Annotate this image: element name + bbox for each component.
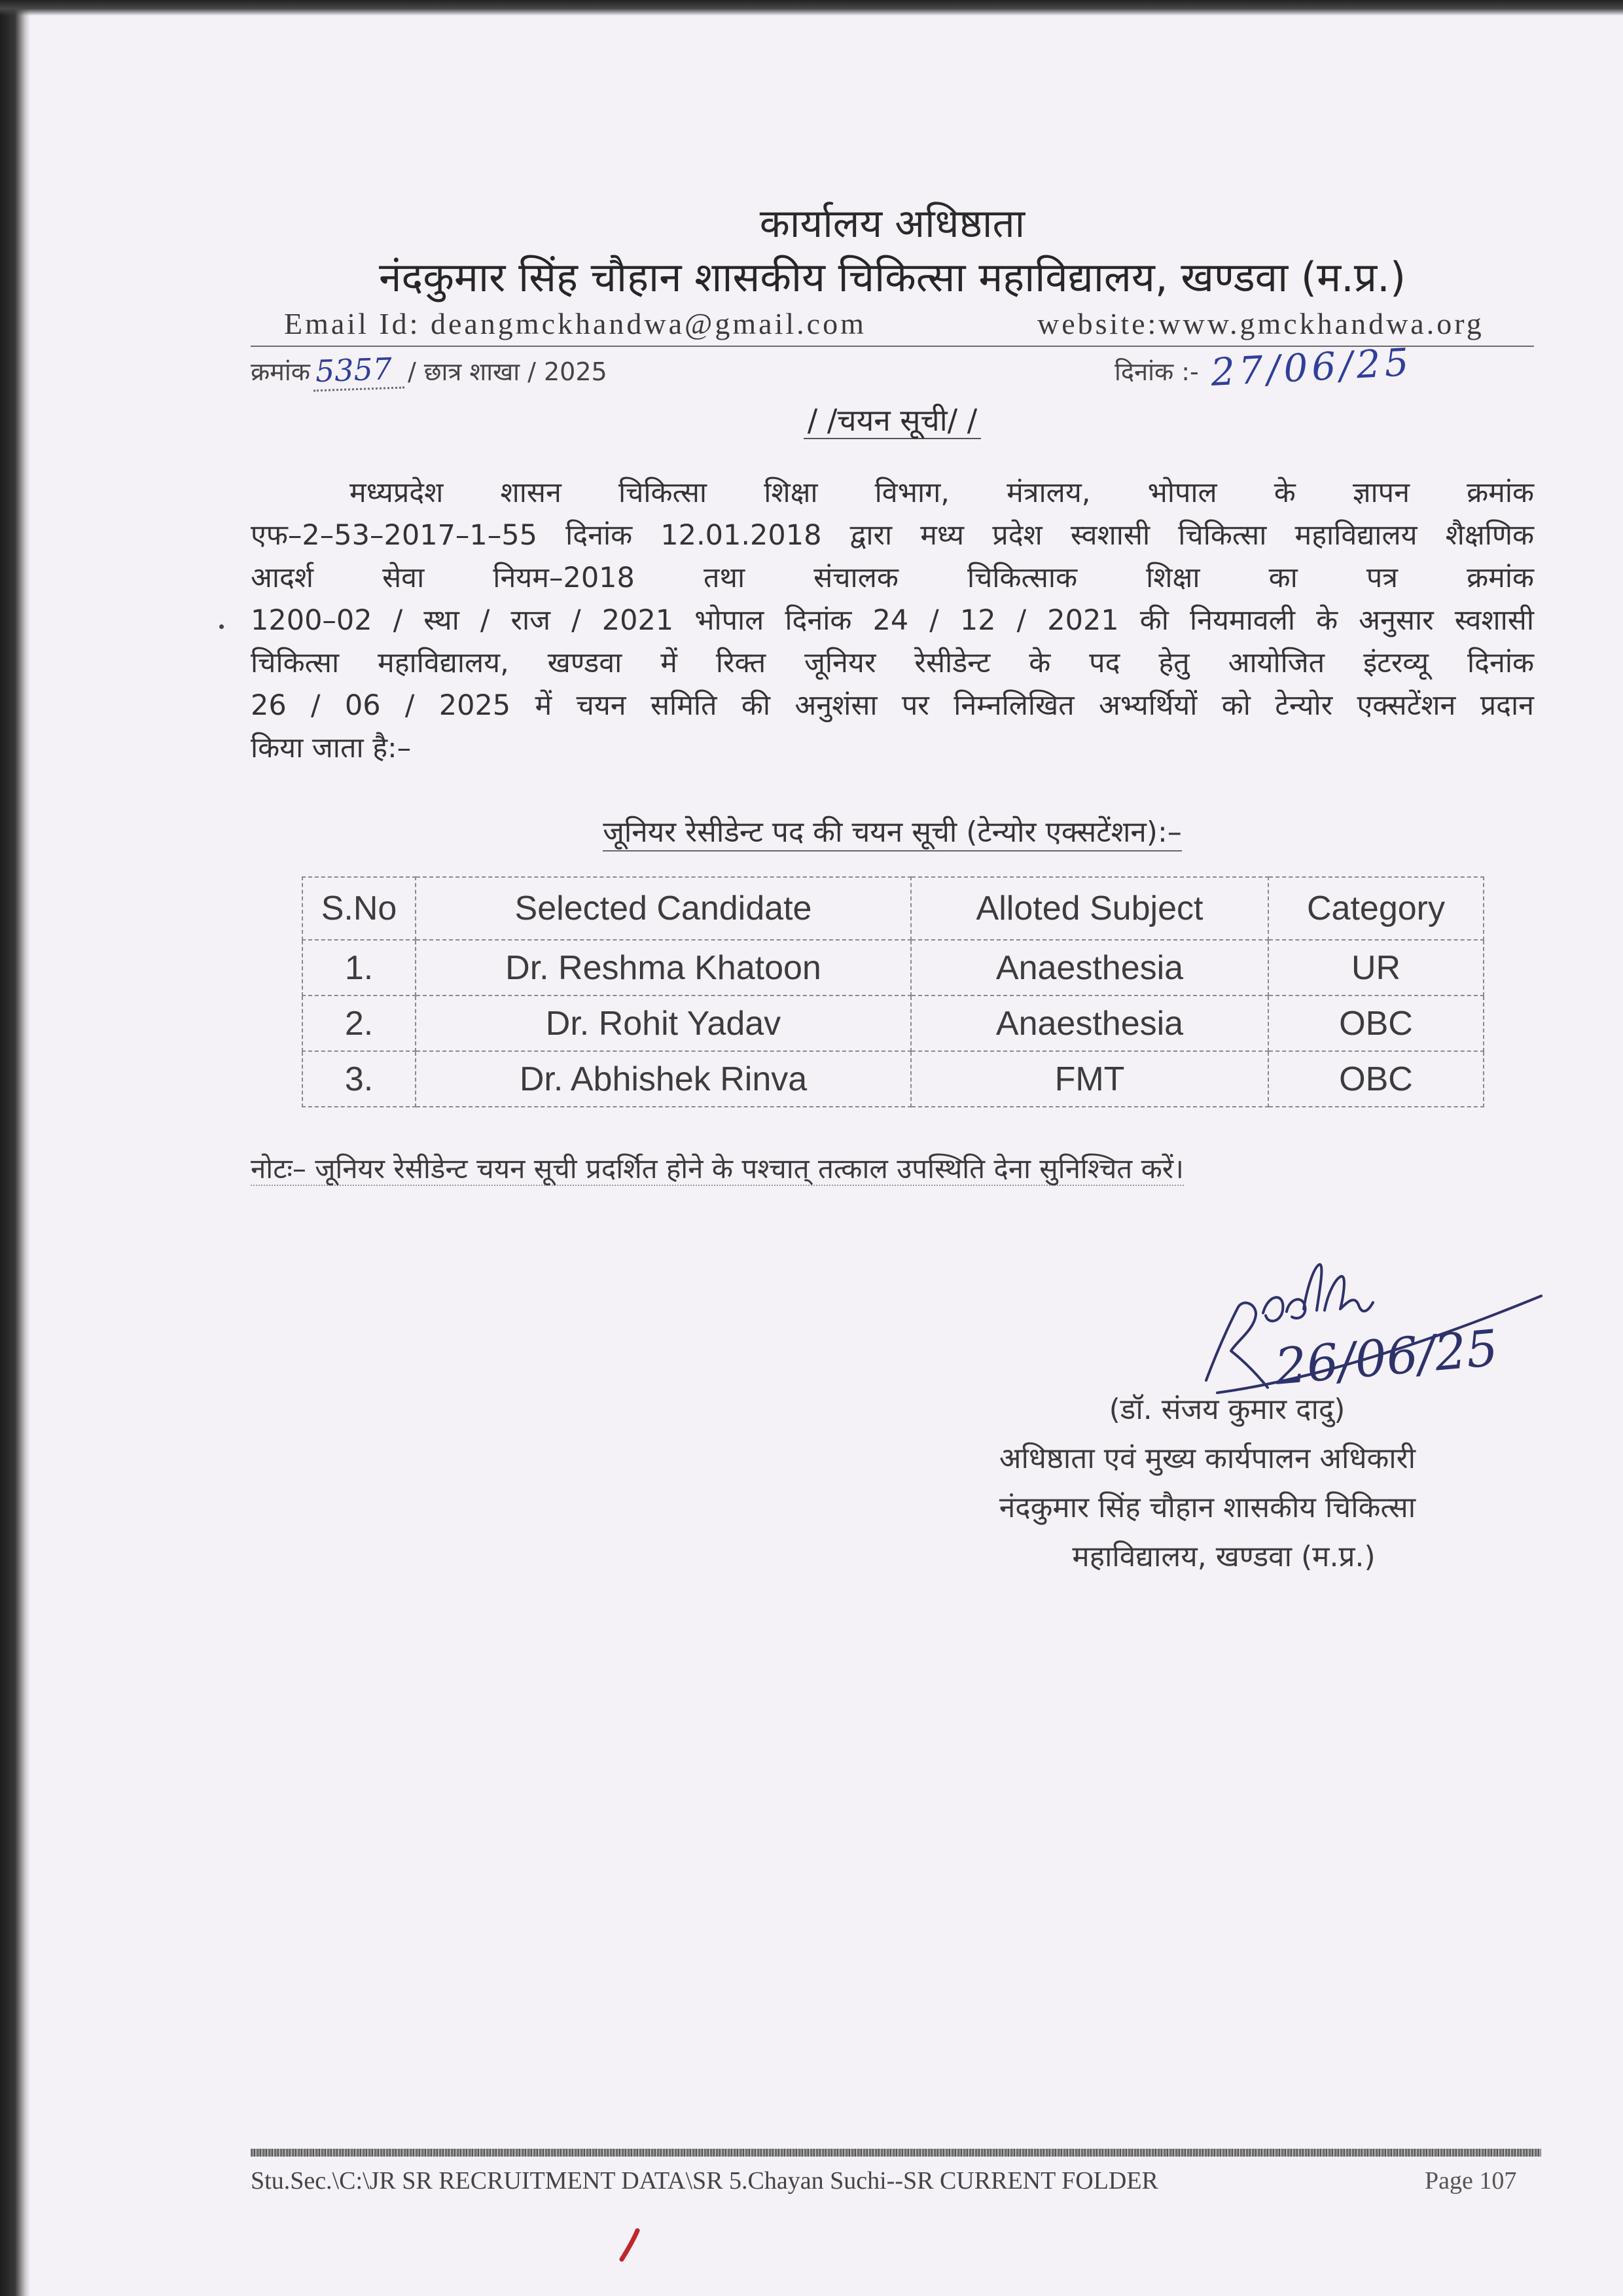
column-header-sno: S.No bbox=[302, 877, 416, 940]
paragraph-line: मध्यप्रदेश शासन चिकित्सा शिक्षा विभाग, मंत्रालय, भोपाल के ज्ञापन क्रमांक bbox=[349, 476, 1534, 509]
cell-candidate: Dr. Abhishek Rinva bbox=[416, 1051, 911, 1107]
body-paragraph bbox=[251, 472, 1534, 770]
cell-sno: 3. bbox=[302, 1051, 416, 1107]
reference-number-suffix: / छात्र शाखा / 2025 bbox=[408, 357, 607, 386]
note-text: नोटः– जूनियर रेसीडेन्ट चयन सूची प्रदर्शित होने के पश्चात् तत्काल उपस्थिति देना सुनिश्चित करें। bbox=[251, 1153, 1184, 1185]
cell-subject: FMT bbox=[911, 1051, 1268, 1107]
letter-body bbox=[251, 196, 1534, 1581]
cell-sno: 1. bbox=[302, 940, 416, 996]
column-header-subject: Alloted Subject bbox=[911, 877, 1268, 940]
cell-category: OBC bbox=[1268, 996, 1484, 1051]
cell-category: UR bbox=[1268, 940, 1484, 996]
selection-list-title-text: जूनियर रेसीडेन्ट पद की चयन सूची (टेन्योर एक्सटेंशन):– bbox=[603, 816, 1182, 852]
red-ink-mark bbox=[615, 2227, 644, 2263]
paragraph-line: एफ–2–53–2017–1–55 दिनांक 12.01.2018 द्वारा मध्य प्रदेश स्वशासी चिकित्सा महाविद्यालय शैक्षणिक bbox=[251, 519, 1534, 552]
footer-page-number: Page 107 bbox=[1425, 2167, 1517, 2195]
paragraph-line: 1200–02 / स्था / राज / 2021 भोपाल दिनांक 24 / 12 / 2021 की नियमावली के अनुसार स्वशासी bbox=[251, 604, 1534, 637]
paragraph-line: किया जाता है:– bbox=[251, 732, 412, 764]
cell-candidate: Dr. Reshma Khatoon bbox=[416, 940, 911, 996]
reference-number bbox=[251, 347, 607, 397]
cell-subject: Anaesthesia bbox=[911, 996, 1268, 1051]
reference-row bbox=[251, 339, 1534, 397]
signatory-block bbox=[939, 1259, 1501, 1581]
scanner-shadow-top bbox=[0, 0, 1623, 16]
column-header-category: Category bbox=[1268, 877, 1484, 940]
signature-date: 26/06/25 bbox=[1272, 1318, 1501, 1396]
selection-table bbox=[302, 876, 1484, 1107]
paragraph-line: आदर्श सेवा नियम–2018 तथा संचालक चिकित्साक शिक्षा का पत्र क्रमांक bbox=[251, 562, 1534, 594]
reference-date-label: दिनांक :- bbox=[1115, 357, 1199, 386]
signatory-designation: अधिष्ठाता एवं मुख्य कार्यपालन अधिकारी bbox=[999, 1442, 1416, 1475]
table-row bbox=[302, 940, 1484, 996]
table-row bbox=[302, 1051, 1484, 1107]
note bbox=[251, 1146, 1534, 1192]
reference-number-label: क्रमांक bbox=[251, 357, 310, 386]
cell-category: OBC bbox=[1268, 1051, 1484, 1107]
office-title: कार्यालय अधिष्ठाता bbox=[759, 201, 1026, 247]
paragraph-line: चिकित्सा महाविद्यालय, खण्डवा में रिक्त जूनियर रेसीडेन्ट के पद हेतु आयोजित इंटरव्यू दिनांक bbox=[251, 647, 1534, 679]
cell-candidate: Dr. Rohit Yadav bbox=[416, 996, 911, 1051]
footer-file-path: Stu.Sec.\C:\JR SR RECRUITMENT DATA\SR 5.Chayan Suchi--SR CURRENT FOLDER bbox=[251, 2167, 1158, 2195]
footer-rule bbox=[251, 2149, 1541, 2157]
handwritten-signature bbox=[1191, 1253, 1544, 1403]
document-title-text: / /चयन सूची/ / bbox=[804, 403, 982, 439]
table-header-row bbox=[302, 877, 1484, 940]
website-text: website:www.gmckhandwa.org bbox=[1037, 307, 1484, 340]
signatory-institution-line2: महाविद्यालय, खण्डवा (म.प्र.) bbox=[1072, 1540, 1376, 1573]
signature-area bbox=[939, 1259, 1501, 1396]
table-row bbox=[302, 996, 1484, 1051]
college-name: नंदकुमार सिंह चौहान शासकीय चिकित्सा महाविद्यालय, खण्डवा (म.प्र.) bbox=[378, 253, 1406, 301]
selection-list-title bbox=[251, 810, 1534, 855]
signatory-name: (डॉ. संजय कुमार दादु) bbox=[1109, 1393, 1346, 1426]
contact-row bbox=[251, 304, 1534, 347]
scanner-shadow-left bbox=[0, 0, 30, 2296]
cell-subject: Anaesthesia bbox=[911, 940, 1268, 996]
reference-date bbox=[1115, 339, 1414, 397]
email-text: Email Id: deangmckhandwa@gmail.com bbox=[284, 307, 866, 340]
handwritten-date: 27/06/25 bbox=[1209, 339, 1414, 395]
document-title bbox=[251, 397, 1534, 444]
paragraph-line: 26 / 06 / 2025 में चयन समिति की अनुशंसा पर निम्नलिखित अभ्यर्थियों को टेन्योर एक्सटेंशन प्रदान bbox=[251, 689, 1534, 722]
ink-dot bbox=[219, 624, 224, 629]
signatory-institution-line1: नंदकुमार सिंह चौहान शासकीय चिकित्सा bbox=[999, 1491, 1416, 1524]
cell-sno: 2. bbox=[302, 996, 416, 1051]
handwritten-reference-number: 5357 bbox=[312, 350, 404, 392]
column-header-candidate: Selected Candidate bbox=[416, 877, 911, 940]
